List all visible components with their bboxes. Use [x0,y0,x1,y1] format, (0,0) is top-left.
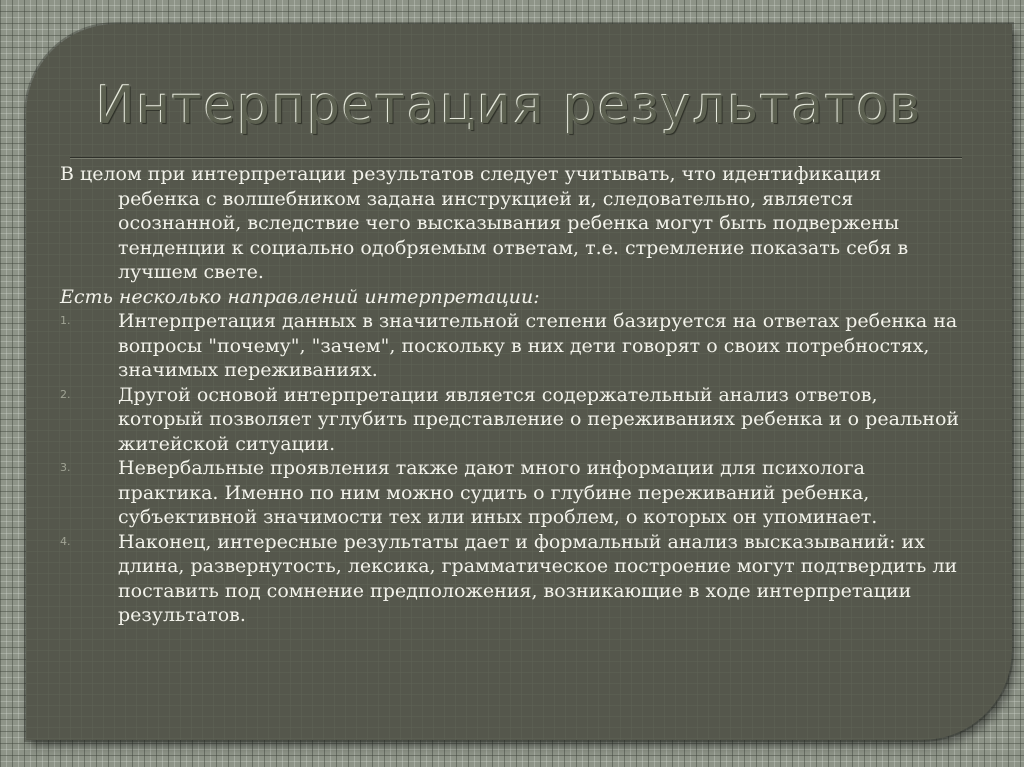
intro-paragraph: В целом при интерпретации результатов следует учитывать, что идентификация ребенка с волшебником задана инструкцией и, следовательно, является осознанной, вследствие чего высказывания ребенка могут быть подвержены тенденции к социально одобряемым ответам, т.е. стремление показать себя в лучшем свете. [60,163,909,283]
directions-heading-colon: : [533,285,540,308]
list-item-number: 4. [60,534,71,548]
directions-heading-text: Есть несколько направлений интерпретации [60,285,534,308]
slide-title: Интерпретация результатов [96,76,923,136]
list-item [60,309,960,383]
list-item-text: Интерпретация данных в значительной степени базируется на ответах ребенка на вопросы "почему", "зачем", поскольку в них дети говорят о своих потребностях, значимых переживаниях. [118,310,958,381]
list-item-number: 2. [60,387,71,401]
list-item [60,530,960,628]
list-item-text: Другой основой интерпретации является содержательный анализ ответов, который позволяет углубить представление о переживаниях ребенка и о реальной житейской ситуации. [118,383,960,455]
directions-heading [60,285,960,310]
list-item-number: 1. [60,314,71,327]
slide-content [60,162,960,628]
list-item [60,383,960,457]
list-item [60,456,960,530]
list-item-text: Невербальные проявления также дают много информации для психолога практика. Именно по ним можно судить о глубине переживаний ребенка, субъективной значимости тех или иных проблем, о которых он упоминает. [118,457,878,528]
title-divider [70,157,962,159]
directions-list [60,309,960,628]
list-item-text: Наконец, интересные результаты дает и формальный анализ высказываний: их длина, развернутость, лексика, грамматическое построение могут подтвердить ли поставить под сомнение предположения, возникающие в ходе интерпретации результатов. [118,530,958,626]
list-item-number: 3. [60,461,71,474]
